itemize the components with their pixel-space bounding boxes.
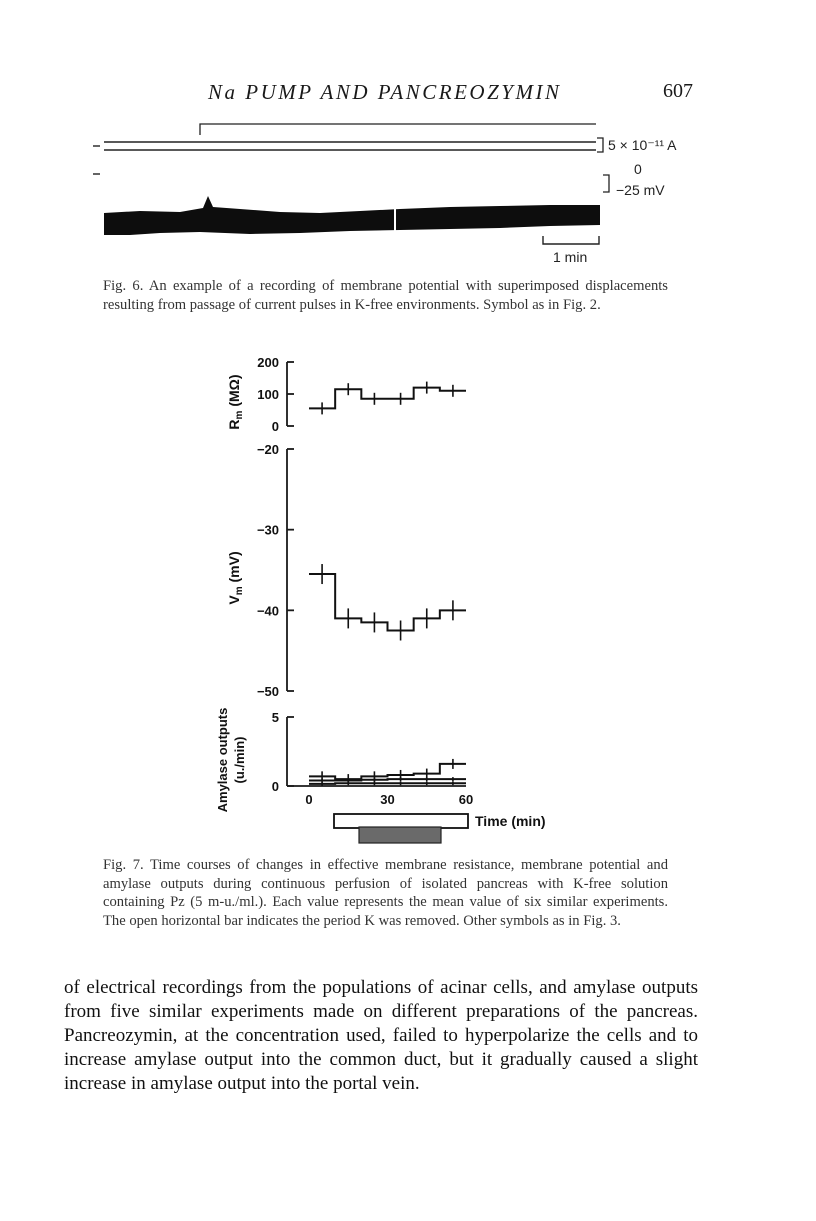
fig7-rm-steps [309,388,466,409]
fig6-time-scale-bar [543,236,599,244]
fig7-panel1-tick-label: 200 [257,355,279,370]
fig6-voltage-scale-bracket [603,175,609,192]
fig6-voltage-zero-label: 0 [634,161,642,177]
fig7-x-axis-label: Time (min) [475,813,546,829]
fig6-stimulus-line [200,124,596,135]
fig7-vm-steps [309,574,466,630]
fig6-current-scale-bracket [597,138,603,152]
running-title: Na PUMP AND PANCREOZYMIN [208,80,562,104]
fig7-chart [0,340,816,860]
fig7-vm-label [226,551,245,604]
fig7-rm-label [226,374,245,429]
body-paragraph: of electrical recordings from the populations of acinar cells, and amylase outputs from five similar experiments made on different preparations of the pancreas. Pancreozymin, at the concentration used, failed to hyperpolarize the cells and to increase amylase output into the common duct, but it gradually caused a slight increase in amylase output into the portal vein. [64,977,698,1094]
fig7-panel1-tick-label: 100 [257,387,279,402]
fig7-x-tick-label: 0 [305,792,313,807]
fig6-caption: Fig. 6. An example of a recording of membrane potential with superimposed displacements resulting from passage of current pulses in K-free environments. Symbol as in Fig. 2. [103,278,668,313]
fig7-panel1-tick-label: 0 [271,419,279,434]
fig7-text [257,355,473,807]
fig7-rm-label-main: R [226,419,242,430]
fig7-marks [309,382,466,786]
fig6-time-scale-label: 1 min [553,249,588,265]
fig6-recording [0,0,816,270]
fig7-panel3-tick-label: 5 [271,710,279,725]
fig7-vm-label-main: V [226,595,242,605]
fig6-voltage-scale-label: −25 mV [616,182,665,198]
page-number: 607 [663,80,693,102]
fig7-rm-label-unit: (MΩ) [226,374,242,411]
fig7-k-removal-open-bar [334,814,468,828]
fig7-rm-label-sub: m [234,410,245,420]
fig7-x-tick-label: 30 [380,792,395,807]
fig7-vm-label-unit: (mV) [226,551,242,587]
fig6-current-scale-label: 5 × 10⁻¹¹ A [608,137,677,153]
fig7-pz-filled-bar [359,827,441,843]
fig7-panel2-tick-label: −20 [256,442,279,457]
fig7-panel2-tick-label: −30 [256,522,279,538]
fig7-panel2-tick-label: −40 [256,603,279,619]
fig7-vm-label-sub: m [234,586,245,596]
fig7-amylase-label-2: (u./min) [232,736,247,784]
fig7-x-tick-label: 60 [458,792,474,807]
fig6-membrane-potential-band [104,190,600,235]
fig7-caption: Fig. 7. Time courses of changes in effective membrane resistance, membrane potential and amylase outputs during continuous perfusion of isolated pancreas with K-free solution containing Pz (5 m-u./ml.). Each value represents the mean value of six similar experiments. The open horizontal bar indicates the period K was removed. Other symbols as in Fig. 3. [103,857,668,929]
fig7-amylase-upper-steps [309,764,466,779]
fig7-panel2-tick-label: −50 [256,684,279,699]
fig7-amylase-middle-steps [309,779,466,780]
fig7-amylase-label-1: Amylase outputs [215,707,230,813]
fig7-panel3-tick-label: 0 [271,779,279,794]
fig7-amylase-lower-steps [309,783,466,784]
